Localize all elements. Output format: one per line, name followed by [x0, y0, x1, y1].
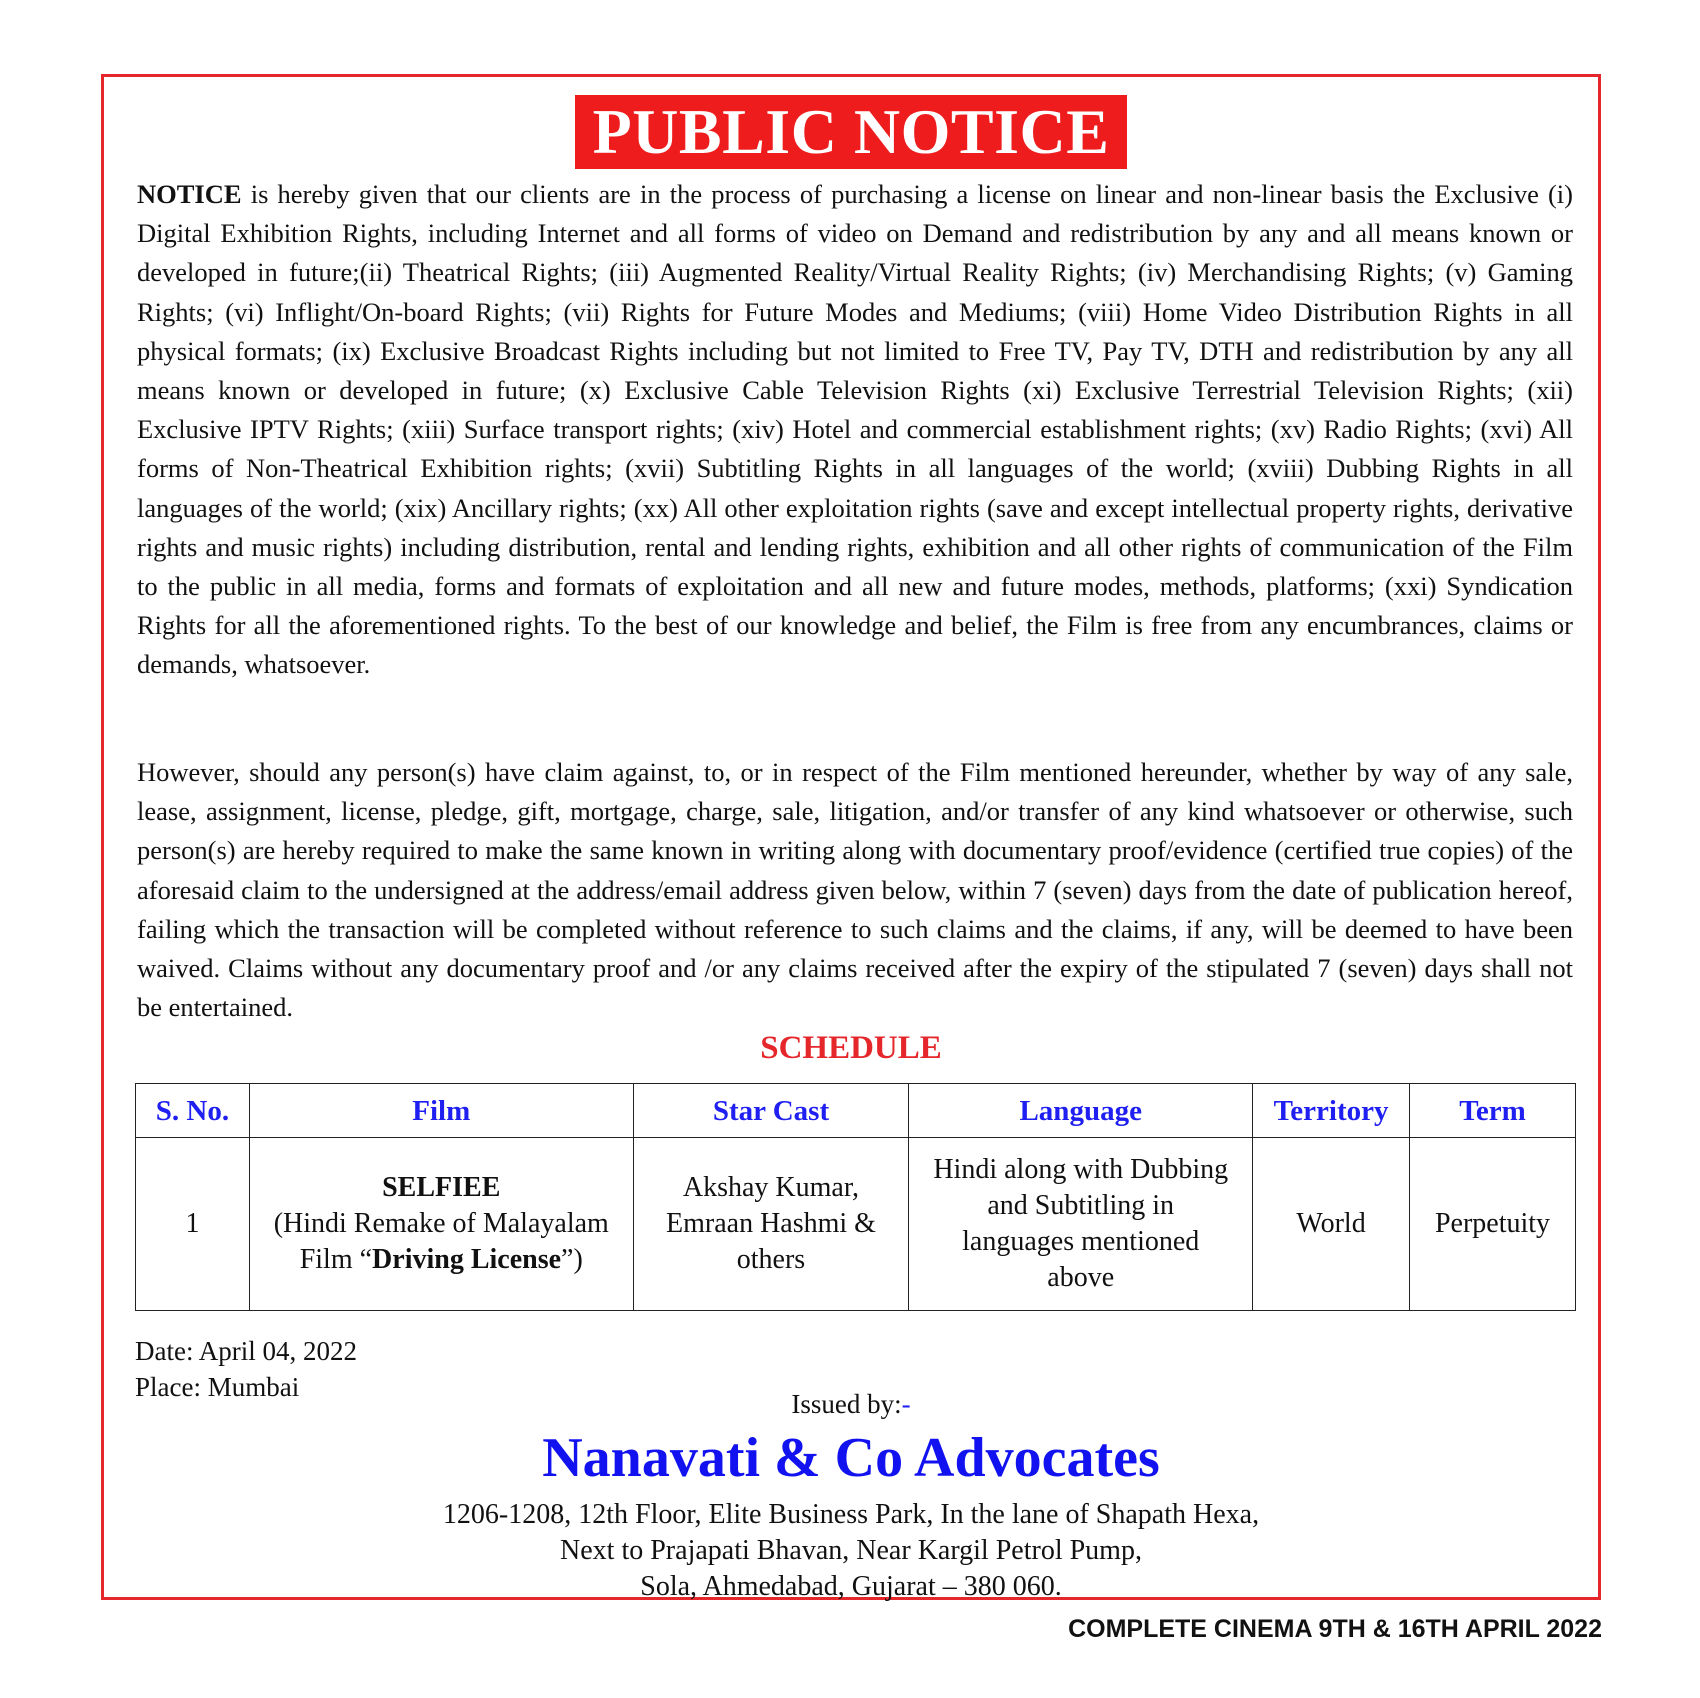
notice-paragraph-1-text: is hereby given that our clients are in the process of purchasing a license on linear and non-linear basis the Exclusive (i) Digital Exhibition Rights, including Internet and all forms of video on Demand and redistribution by any and all means known or developed in future;(ii) Theatrical Rights; (iii) Augmented Reality/Virtual Reality Rights; (iv) Merchandising Rights; (v) Gaming Rights; (vi) Inflight/On-board Rights; (vii) Rights for Future Modes and Mediums; (viii) Home Video Distribution Rights in all physical formats; (ix) Exclusive Broadcast Rights including but not limited to Free TV, Pay TV, DTH and redistribution by any all means known or developed in future; (x) Exclusive Cable Television Rights (xi) Exclusive Terrestrial Television Rights; (xii) Exclusive IPTV Rights; (xiii) Surface transport rights; (xiv) Hotel and commercial establishment rights; (xv) Radio Rights; (xvi) All forms of Non-Theatrical Exhibition rights; (xvii) Subtitling Rights in all languages of the world; (xviii) Dubbing Rights in all languages of the world; (xix) Ancillary rights; (xx) All other exploitation rights (save and except intellectual property rights, derivative rights and music rights) including distribution, rental and lending rights, exhibition and all other rights of communication of the Film to the public in all media, forms and formats of exploitation and all new and future modes, methods, platforms; (xxi) Syndication Rights for all the aforementioned rights. To the best of our knowledge and belief, the Film is free from any encumbrances, claims or demands, whatsoever.	[137, 179, 1573, 680]
column-header-sno: S. No.	[136, 1084, 250, 1138]
address-line: Next to Prajapati Bhavan, Near Kargil Petrol Pump,	[560, 1535, 1142, 1566]
schedule-heading: SCHEDULE	[760, 1030, 942, 1066]
address-line: Sola, Ahmedabad, Gujarat – 380 060.	[640, 1571, 1062, 1602]
notice-paragraph-1	[137, 175, 1573, 685]
language-line: and Subtitling in	[987, 1190, 1175, 1221]
schedule-table	[135, 1083, 1576, 1311]
cell-film	[249, 1138, 633, 1311]
firm-address	[104, 1497, 1598, 1605]
cast-line: Emraan Hashmi &	[666, 1208, 876, 1239]
cell-star-cast	[633, 1138, 909, 1311]
column-header-term: Term	[1410, 1084, 1576, 1138]
film-note-suffix: ”)	[561, 1244, 583, 1275]
cell-term: Perpetuity	[1410, 1138, 1576, 1311]
cast-line: Akshay Kumar,	[682, 1172, 860, 1203]
film-title: SELFIEE	[382, 1172, 501, 1203]
table-row	[136, 1138, 1576, 1311]
notice-place: Place: Mumbai	[135, 1372, 300, 1402]
film-note-prefix: Film “	[299, 1244, 373, 1275]
cell-territory: World	[1253, 1138, 1410, 1311]
language-line: Hindi along with Dubbing	[933, 1154, 1229, 1185]
original-film-title: Driving License	[372, 1244, 562, 1275]
column-header-territory: Territory	[1253, 1084, 1410, 1138]
publication-credit: COMPLETE CINEMA 9TH & 16TH APRIL 2022	[1068, 1615, 1602, 1643]
film-note-line: (Hindi Remake of Malayalam	[273, 1208, 609, 1239]
language-line: languages mentioned	[962, 1226, 1200, 1257]
notice-date: Date: April 04, 2022	[135, 1336, 357, 1366]
address-line: 1206-1208, 12th Floor, Elite Business Park, In the lane of Shapath Hexa,	[442, 1499, 1260, 1530]
issued-by-line	[104, 1386, 1598, 1422]
issued-by-label: Issued by:	[791, 1389, 902, 1419]
language-line: above	[1047, 1262, 1115, 1293]
notice-title: PUBLIC NOTICE	[575, 95, 1128, 169]
column-header-star-cast: Star Cast	[633, 1084, 909, 1138]
column-header-film: Film	[249, 1084, 633, 1138]
notice-border	[101, 74, 1601, 1600]
cell-language	[909, 1138, 1253, 1311]
film-note-line-2	[256, 1242, 627, 1278]
schedule-header-row	[136, 1084, 1576, 1138]
column-header-language: Language	[909, 1084, 1253, 1138]
notice-lead-word: NOTICE	[137, 179, 242, 209]
issued-by-dash: -	[901, 1389, 911, 1419]
cell-sno: 1	[136, 1138, 250, 1311]
notice-paragraph-2: However, should any person(s) have claim against, to, or in respect of the Film mentioned hereunder, whether by way of any sale, lease, assignment, license, pledge, gift, mortgage, charge, sale, litigation, and/or transfer of any kind whatsoever or otherwise, such person(s) are hereby required to make the same known in writing along with documentary proof/evidence (certified true copies) of the aforesaid claim to the undersigned at the address/email address given below, within 7 (seven) days from the date of publication hereof, failing which the transaction will be completed without reference to such claims and the claims, if any, will be deemed to have been waived. Claims without any documentary proof and /or any claims received after the expiry of the stipulated 7 (seven) days shall not be entertained.	[137, 757, 1573, 1023]
firm-name: Nanavati & Co Advocates	[542, 1427, 1160, 1489]
cast-line: others	[736, 1244, 806, 1275]
